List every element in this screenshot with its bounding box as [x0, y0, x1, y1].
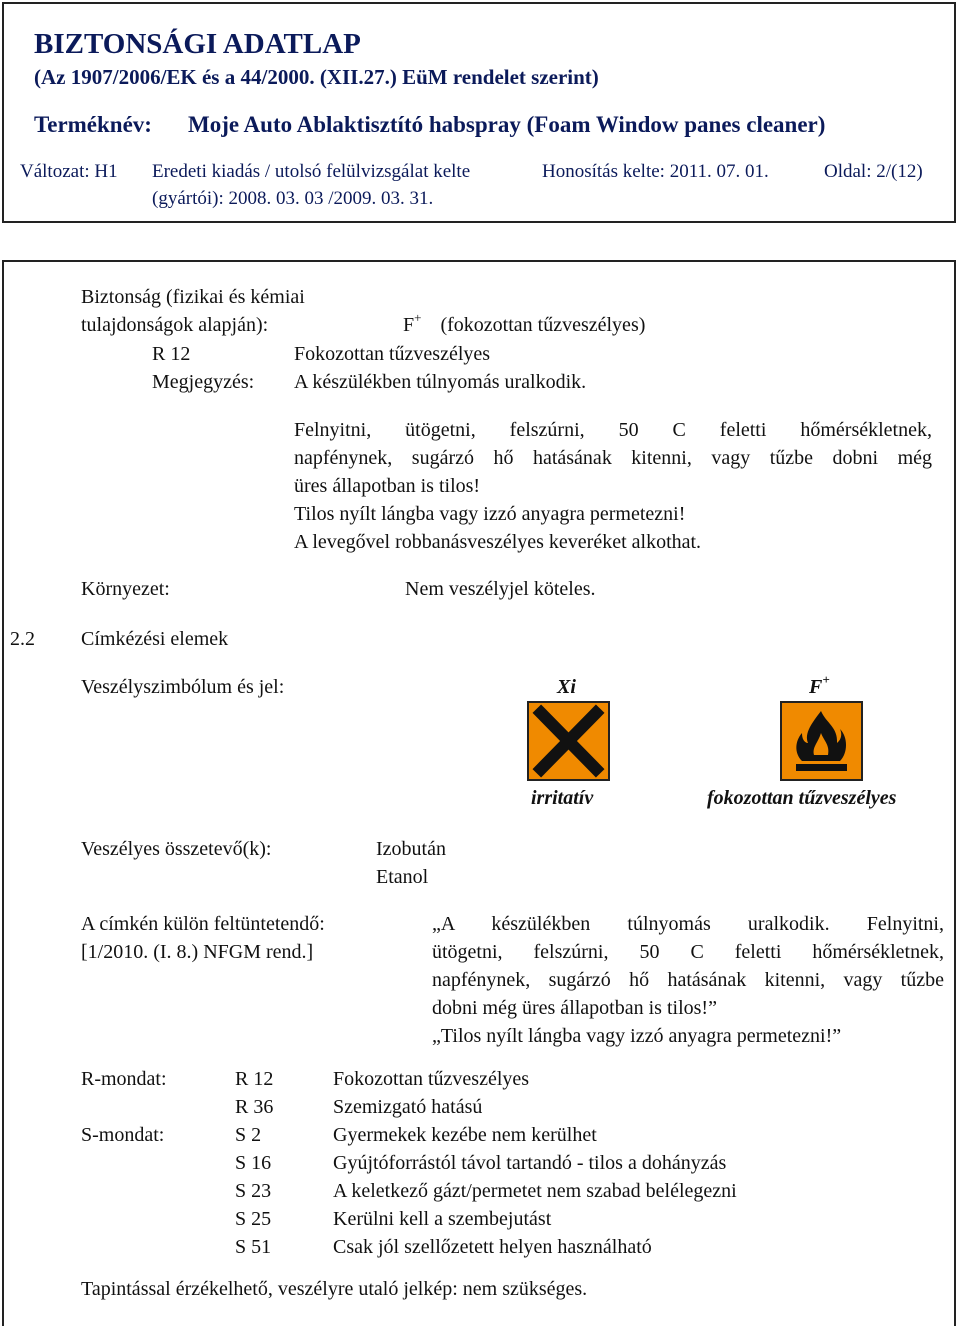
- phrase-code: S 16: [235, 1152, 272, 1174]
- symbol-xi-code: Xi: [557, 676, 576, 698]
- localization-date: Honosítás kelte: 2011. 07. 01.: [542, 161, 769, 182]
- class-symbol: F: [403, 314, 415, 336]
- issue-dates: (gyártói): 2008. 03. 03 /2009. 03. 31.: [152, 188, 434, 209]
- phrase-code: R 36: [235, 1096, 274, 1118]
- environment-text: Nem veszélyjel köteles.: [405, 578, 596, 600]
- warning-line-4: Tilos nyílt lángba vagy izzó anyagra permetezni!: [294, 503, 686, 525]
- symbol-f-caption: fokozottan tűzveszélyes: [707, 787, 897, 809]
- environment-label: Környezet:: [81, 578, 170, 600]
- label-text-line-3: napfénynek, sugárzó hő hatásának kitenni, vagy tűzbe: [432, 969, 944, 991]
- safety-label-1: Biztonság (fizikai és kémiai: [81, 286, 305, 308]
- xi-symbol: [527, 701, 610, 781]
- safety-label-2: tulajdonságok alapján):: [81, 314, 269, 336]
- phrase-text: Gyermekek kezébe nem kerülhet: [333, 1124, 597, 1146]
- version: Változat: H1: [20, 161, 118, 182]
- flame-icon: [782, 703, 861, 779]
- symbol-f-letter: F: [809, 676, 823, 698]
- note-label: Megjegyzés:: [152, 371, 255, 393]
- product-name: Moje Auto Ablaktisztító habspray (Foam Window panes cleaner): [188, 112, 826, 137]
- warning-line-2: napfénynek, sugárzó hő hatásának kitenni, vagy tűzbe dobni még: [294, 447, 932, 469]
- label-text-line-2: ütögetni, felszúrni, 50 C feletti hőmérsékletnek,: [432, 941, 944, 963]
- phrase-code: S 2: [235, 1124, 262, 1146]
- phrase-code: S 23: [235, 1180, 272, 1202]
- section-number: 2.2: [10, 628, 35, 650]
- f-plus-symbol: [780, 701, 863, 781]
- phrase-text: Gyújtóforrástól távol tartandó - tilos a dohányzás: [333, 1152, 727, 1174]
- ingredient-2: Etanol: [376, 866, 429, 888]
- note-text: A készülékben túlnyomás uralkodik.: [294, 371, 587, 393]
- symbol-label: Veszélyszimbólum és jel:: [81, 676, 285, 698]
- issue-label: Eredeti kiadás / utolsó felülvizsgálat kelte: [152, 161, 471, 182]
- safety-class: [403, 310, 646, 337]
- phrase-code: S 25: [235, 1208, 272, 1230]
- ingredient-1: Izobután: [376, 838, 446, 860]
- page-number: Oldal: 2/(12): [824, 161, 923, 182]
- class-text: (fokozottan tűzveszélyes): [440, 314, 646, 336]
- document-title: BIZTONSÁGI ADATLAP: [34, 28, 361, 60]
- phrase-text: Csak jól szellőzetett helyen használható: [333, 1236, 652, 1258]
- warning-line-5: A levegővel robbanásveszélyes keveréket alkothat.: [294, 531, 702, 553]
- product-label: Terméknév:: [34, 112, 152, 137]
- symbol-xi-caption: irritatív: [531, 787, 594, 809]
- phrase-code: S 51: [235, 1236, 272, 1258]
- safety-r-code: R 12: [152, 343, 191, 365]
- phrase-text: A keletkező gázt/permetet nem szabad belélegezni: [333, 1180, 737, 1202]
- phrase-text: Fokozottan tűzveszélyes: [333, 1068, 530, 1090]
- warning-line-3: üres állapotban is tilos!: [294, 475, 481, 497]
- section-title: Címkézési elemek: [81, 628, 229, 650]
- label-text-line-5: „Tilos nyílt lángba vagy izzó anyagra permetezni!”: [432, 1025, 842, 1047]
- r-phrase-label: R-mondat:: [81, 1068, 167, 1090]
- s-phrase-label: S-mondat:: [81, 1124, 165, 1146]
- label-text-label-1: A címkén külön feltüntetendő:: [81, 913, 325, 935]
- document-subtitle: (Az 1907/2006/EK és a 44/2000. (XII.27.) EüM rendelet szerint): [34, 65, 599, 89]
- symbol-f-sup: +: [822, 672, 830, 687]
- label-text-label-2: [1/2010. (I. 8.) NFGM rend.]: [81, 941, 314, 963]
- label-text-line-4: dobni még üres állapotban is tilos!”: [432, 997, 717, 1019]
- phrase-text: Szemizgató hatású: [333, 1096, 483, 1118]
- warning-line-1: Felnyitni, ütögetni, felszúrni, 50 C feletti hőmérsékletnek,: [294, 419, 932, 441]
- safety-r-text: Fokozottan tűzveszélyes: [294, 343, 491, 365]
- symbol-f-code: [809, 672, 830, 699]
- saltire-icon: [529, 703, 608, 779]
- phrase-text: Kerülni kell a szembejutást: [333, 1208, 552, 1230]
- label-text-line-1: „A készülékben túlnyomás uralkodik. Felnyitni,: [432, 913, 944, 935]
- phrase-code: R 12: [235, 1068, 274, 1090]
- tactile-warning: Tapintással érzékelhető, veszélyre utaló jelkép: nem szükséges.: [81, 1278, 588, 1300]
- class-sup: +: [414, 310, 422, 325]
- ingredients-label: Veszélyes összetevő(k):: [81, 838, 272, 860]
